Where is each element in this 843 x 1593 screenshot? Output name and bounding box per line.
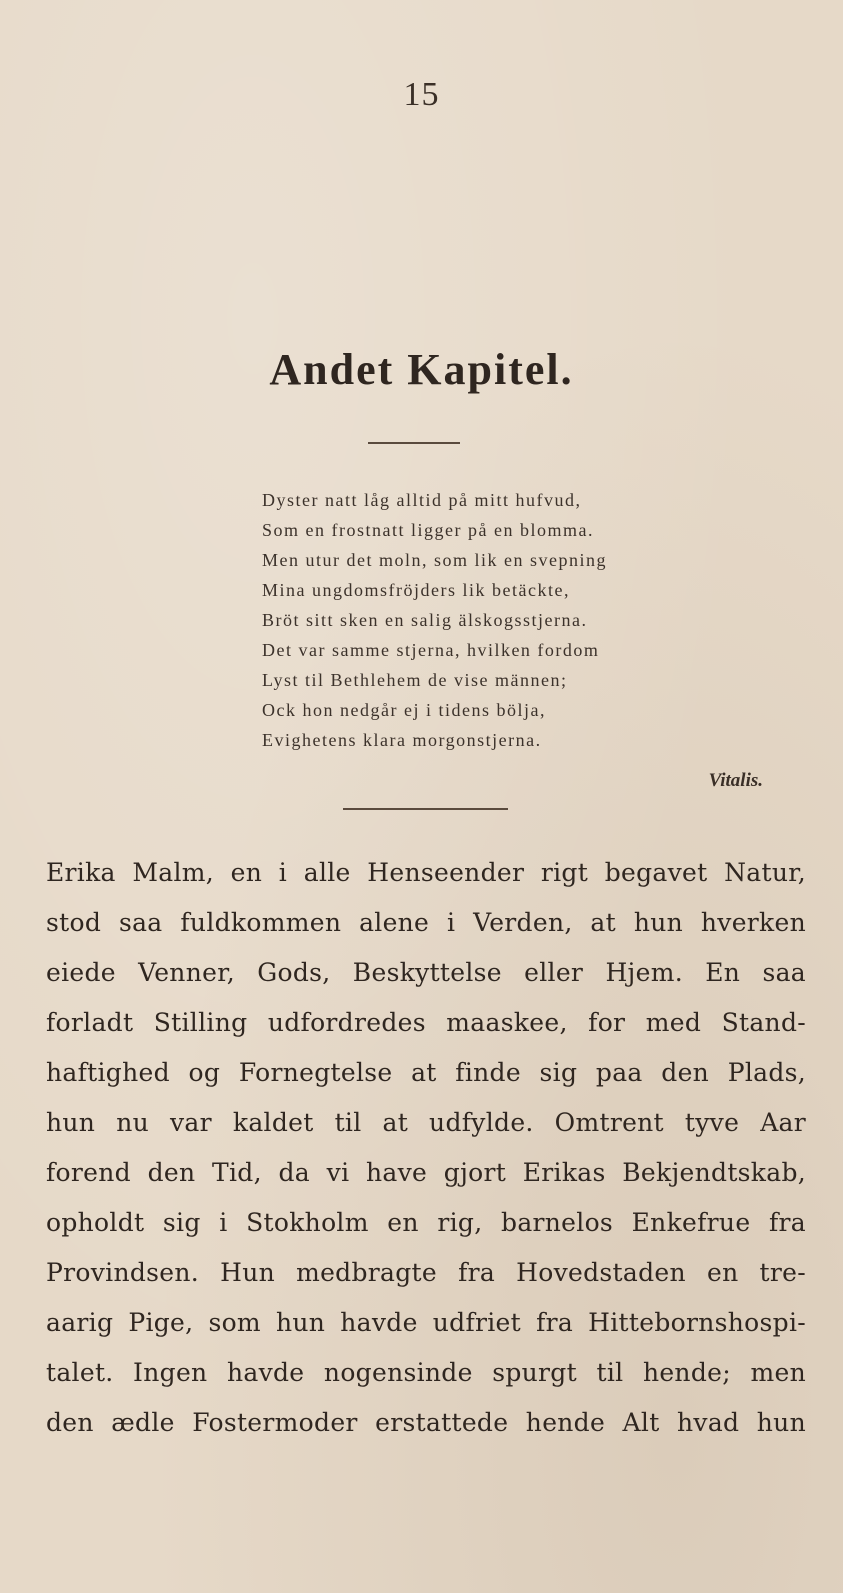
epigraph-line: Lyst til Bethlehem de vise männen; [262, 670, 568, 690]
epigraph-line: Som en frostnatt ligger på en blomma. [262, 520, 594, 540]
body-line: den ædle Fostermoder erstattede hende Alt hvad hun [46, 1408, 806, 1437]
epigraph-line: Men utur det moln, som lik en svepning [262, 550, 607, 570]
body-line: haftighed og Fornegtelse at finde sig paa den Plads, [46, 1058, 806, 1087]
page-number: 15 [403, 76, 440, 113]
epigraph-line: Det var samme stjerna, hvilken fordom [262, 640, 600, 660]
epigraph-line: Mina ungdomsfröjders lik betäckte, [262, 580, 570, 600]
epigraph-author: Vitalis. [708, 770, 763, 791]
body-line: talet. Ingen havde nogensinde spurgt til hende; men [46, 1358, 806, 1387]
body-line: opholdt sig i Stokholm en rig, barnelos Enkefrue fra [46, 1208, 806, 1237]
epigraph-line: Bröt sitt sken en salig älskogsstjerna. [262, 610, 588, 630]
body-line: aarig Pige, som hun havde udfriet fra Hittebornshospi- [46, 1308, 806, 1337]
body-line: Provindsen. Hun medbragte fra Hovedstaden en tre- [46, 1258, 806, 1287]
body-line: forladt Stilling udfordredes maaskee, for med Stand- [46, 1008, 806, 1037]
body-line: Erika Malm, en i alle Henseender rigt begavet Natur, [46, 858, 806, 887]
body-line: eiede Venner, Gods, Beskyttelse eller Hjem. En saa [46, 958, 806, 987]
epigraph-divider [343, 808, 508, 810]
epigraph-line: Evighetens klara morgonstjerna. [262, 730, 542, 750]
epigraph-poem [262, 485, 782, 755]
body-line: hun nu var kaldet til at udfylde. Omtrent tyve Aar [46, 1108, 806, 1137]
title-divider [368, 442, 460, 444]
body-paragraph [46, 848, 806, 1448]
body-line: forend den Tid, da vi have gjort Erikas Bekjendtskab, [46, 1158, 806, 1187]
body-line: stod saa fuldkommen alene i Verden, at hun hverken [46, 908, 806, 937]
epigraph-line: Ock hon nedgår ej i tidens bölja, [262, 700, 546, 720]
chapter-title: Andet Kapitel. [269, 345, 574, 394]
epigraph-line: Dyster natt låg alltid på mitt hufvud, [262, 490, 582, 510]
